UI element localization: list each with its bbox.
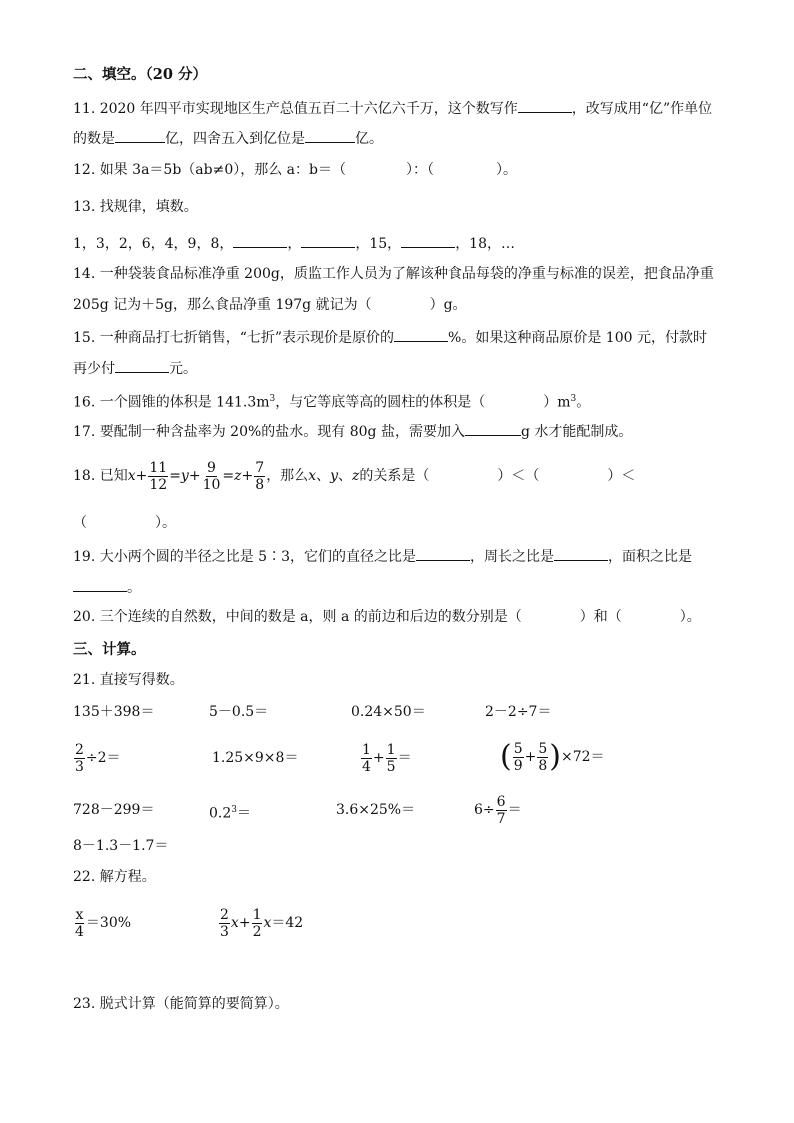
section-title-calculation: 三、计算。 <box>73 641 146 658</box>
calc-item: $0.2^3=$ <box>209 805 251 822</box>
question-15-line-1: 15. 一种商品打七折销售，“七折”表示现价是原价的 %。如果这种商品原价是 100 元，付款时 <box>73 327 707 348</box>
fraction: $\frac{1}{2}$ <box>252 906 262 940</box>
equation-2: $\frac{2}{3}$ x+ $\frac{1}{2}$ x＝42 <box>220 906 304 940</box>
fraction: $\frac{2}{3}$ <box>75 741 84 775</box>
calc-item: $\frac{1}{4}$ + $\frac{1}{5}$ ＝ <box>362 741 412 775</box>
answer-blank[interactable] <box>394 327 448 342</box>
question-22-title: 22. 解方程。 <box>73 869 156 885</box>
answer-blank[interactable] <box>305 128 355 143</box>
fraction: $\frac{5}{8}$ <box>538 740 548 774</box>
question-12: 12. 如果 3a＝5b（ab≠0），那么 a：b＝（ ）：（ ）。 <box>73 162 517 178</box>
calc-item: 6÷ $\frac{6}{7}$ ＝ <box>474 793 522 827</box>
question-11-line-2: 的数是 亿，四舍五入到亿位是 亿。 <box>73 128 383 149</box>
calc-item: ( $\frac{5}{9}$ + $\frac{5}{8}$ )×72＝ <box>500 739 605 774</box>
fraction: $\frac{1}{4}$ <box>362 741 371 775</box>
question-19-line-1: 19. 大小两个圆的半径之比是 5∶3，它们的直径之比是 ，周长之比是 ，面积之比是 <box>73 546 692 567</box>
answer-blank[interactable] <box>301 233 355 248</box>
calc-item: 2－2÷7＝ <box>485 704 552 720</box>
answer-blank[interactable] <box>518 98 572 113</box>
question-14-line-1: 14. 一种袋装食品标准净重 200g，质监工作人员为了解该种食品每袋的净重与标准的误差，把食品净重 <box>73 266 714 282</box>
answer-blank[interactable] <box>115 358 169 373</box>
calc-item: 135＋398＝ <box>73 704 155 720</box>
question-14-line-2: 205g 记为＋5g，那么食品净重 197g 就记为（ ）g。 <box>73 297 467 313</box>
answer-blank[interactable] <box>73 577 127 592</box>
question-13-sequence: 1，3，2，6，4，9，8， ， ，15， ，18，… <box>73 233 515 254</box>
fraction: $\frac{9}{10}$ <box>202 459 221 493</box>
section-title-fill-in: 二、填空。（20 分） <box>73 66 207 83</box>
fraction: $\frac{2}{3}$ <box>220 906 229 940</box>
answer-blank[interactable] <box>401 233 455 248</box>
calc-item: 8－1.3－1.7＝ <box>73 838 169 854</box>
fraction: $\frac{6}{7}$ <box>496 793 506 827</box>
fraction: $\frac{5}{9}$ <box>513 740 523 774</box>
fraction: $\frac{x}{4}$ <box>75 906 84 940</box>
fraction: $\frac{11}{12}$ <box>149 459 168 493</box>
question-19-line-2: 。 <box>73 577 141 598</box>
calc-item: 3.6×25%＝ <box>336 802 416 818</box>
calc-item: 1.25×9×8＝ <box>212 750 299 766</box>
answer-blank[interactable] <box>416 546 470 561</box>
calc-item: 5－0.5＝ <box>209 704 269 720</box>
answer-blank[interactable] <box>115 128 165 143</box>
answer-blank[interactable] <box>465 421 521 436</box>
question-13-title: 13. 找规律，填数。 <box>73 199 198 215</box>
equation-1: $\frac{x}{4}$ ＝30% <box>75 906 132 940</box>
calc-item: 0.24×50＝ <box>351 704 426 720</box>
question-18-line-1: 18. 已知x+ $\frac{11}{12}$ =y+ $\frac{9}{10}$ =z+ $\frac{7}{8}$ ，那么x、y、z的关系是（ ）＜（ ）＜ <box>73 459 636 493</box>
question-23-title: 23. 脱式计算（能简算的要简算）。 <box>73 996 289 1012</box>
fraction: $\frac{1}{5}$ <box>386 741 396 775</box>
question-15-line-2: 再少付 元。 <box>73 358 197 379</box>
question-11-line-1: 11. 2020 年四平市实现地区生产总值五百二十六亿六千万，这个数写作 ，改写成用“亿”作单位 <box>73 98 712 119</box>
calc-item: $\frac{2}{3}$ ÷2＝ <box>75 741 121 775</box>
question-17: 17. 要配制一种含盐率为 20%的盐水。现有 80g 盐，需要加入 g 水才能配制成。 <box>73 421 632 442</box>
calc-item: 728－299＝ <box>73 802 155 818</box>
question-21-title: 21. 直接写得数。 <box>73 672 184 688</box>
answer-blank[interactable] <box>554 546 608 561</box>
question-16: 16. 一个圆锥的体积是 $141.3m^3$，与它等底等高的圆柱的体积是（ ）$m^3$。 <box>73 394 591 411</box>
answer-blank[interactable] <box>233 233 287 248</box>
fraction: $\frac{7}{8}$ <box>255 459 265 493</box>
question-18-line-2: （ ）。 <box>73 515 176 531</box>
question-20: 20. 三个连续的自然数，中间的数是 a，则 a 的前边和后边的数分别是（ ）和（ ）。 <box>73 609 701 625</box>
